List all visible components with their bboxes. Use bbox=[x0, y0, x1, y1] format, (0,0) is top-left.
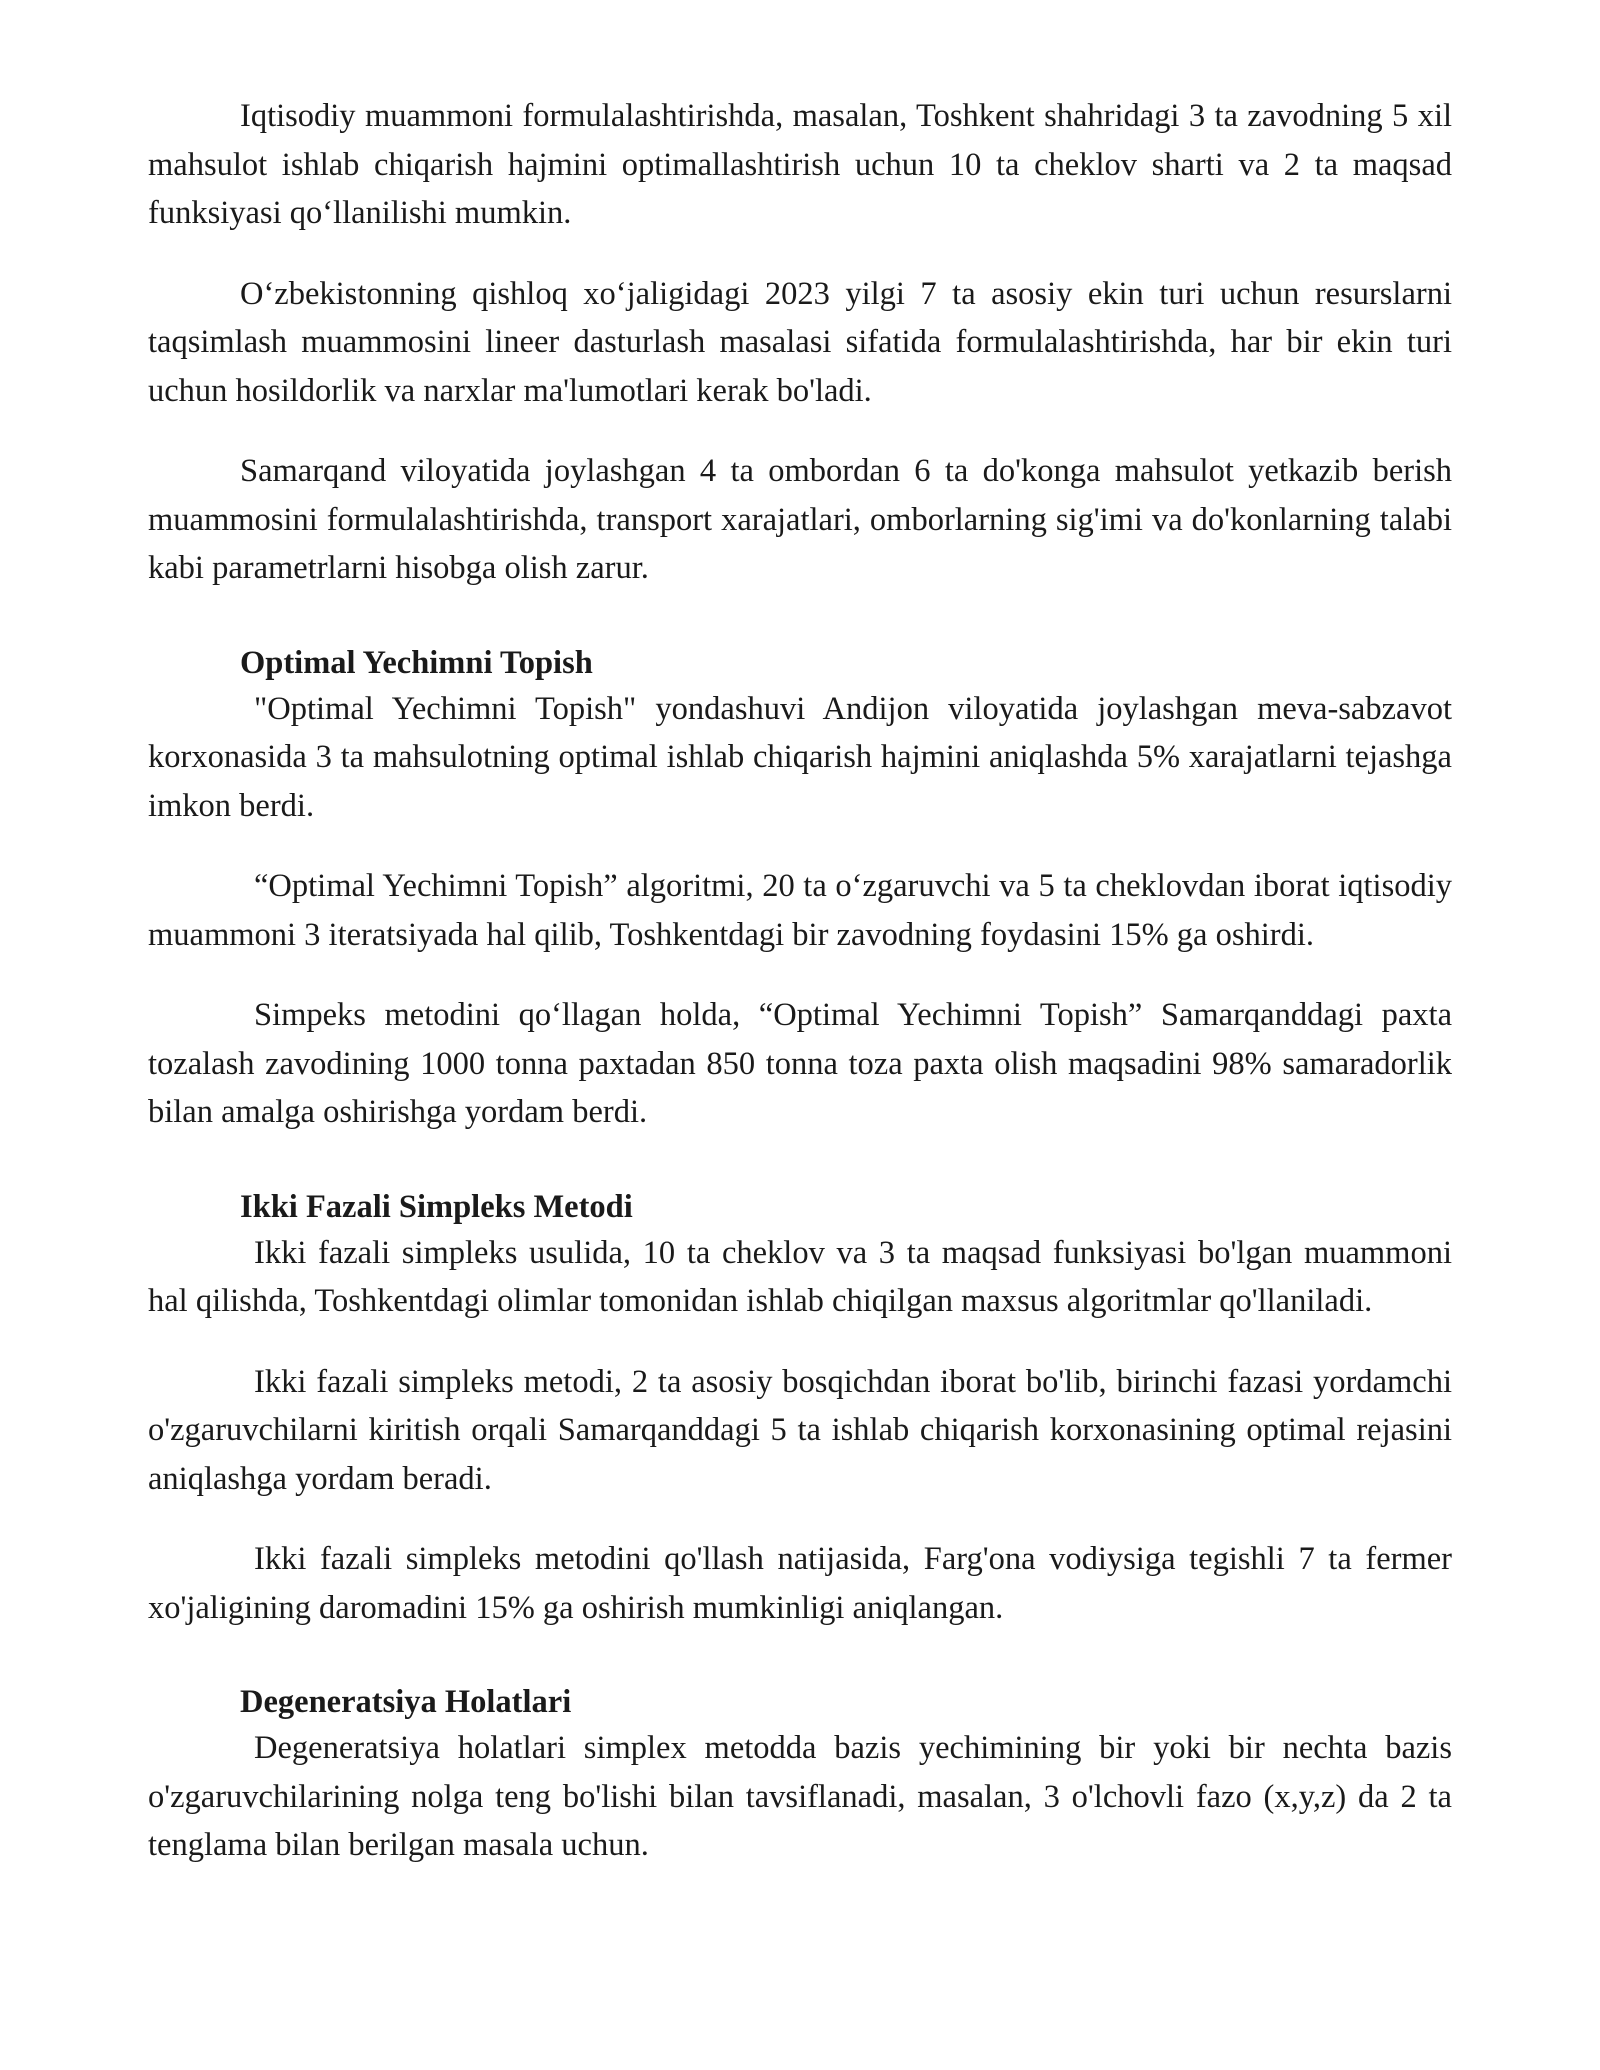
document-page bbox=[148, 92, 1452, 1870]
paragraph-optimal-2: “Optimal Yechimni Topish” algoritmi, 20 ta o‘zgaruvchi va 5 ta cheklovdan iborat iqtisodiy muammoni 3 iteratsiyada hal qilib, Toshkentdagi bir zavodning foydasini 15% ga oshirdi. bbox=[148, 868, 1452, 953]
paragraph-two-phase-1: Ikki fazali simpleks usulida, 10 ta cheklov va 3 ta maqsad funksiyasi bo'lgan muammoni hal qilishda, Toshkentdagi olimlar tomonidan ishlab chiqilgan maxsus algoritmlar qo'llaniladi. bbox=[148, 1234, 1452, 1319]
heading-two-phase-simplex: Ikki Fazali Simpleks Metodi bbox=[240, 1188, 633, 1225]
paragraph-two-phase-3: Ikki fazali simpleks metodini qo'llash natijasida, Farg'ona vodiysiga tegishli 7 ta fermer xo'jaligining daromadini 15% ga oshirish mumkinligi aniqlangan. bbox=[148, 1541, 1452, 1626]
paragraph-intro-3: Samarqand viloyatida joylashgan 4 ta ombordan 6 ta do'konga mahsulot yetkazib berish muammosini formulalashtirishda, transport xarajatlari, omborlarning sig'imi va do'konlarning talabi kabi parametrlarni hisobga olish zarur. bbox=[148, 453, 1452, 586]
heading-degeneracy: Degeneratsiya Holatlari bbox=[240, 1684, 572, 1720]
paragraph-two-phase-2: Ikki fazali simpleks metodi, 2 ta asosiy bosqichdan iborat bo'lib, birinchi fazasi yordamchi o'zgaruvchilarni kiritish orqali Samarqanddagi 5 ta ishlab chiqarish korxonasining optimal rejasini aniqlashga yordam beradi. bbox=[148, 1363, 1452, 1497]
paragraph-intro-2: O‘zbekistonning qishloq xo‘jaligidagi 2023 yilgi 7 ta asosiy ekin turi uchun resurslarni taqsimlash muammosini lineer dasturlash masalasi sifatida formulalashtirishda, har bir ekin turi uchun hosildorlik va narxlar ma'lumotlari kerak bo'ladi. bbox=[148, 275, 1452, 409]
paragraph-optimal-1: "Optimal Yechimni Topish" yondashuvi Andijon viloyatida joylashgan meva-sabzavot korxonasida 3 ta mahsulotning optimal ishlab chiqarish hajmini aniqlashda 5% xarajatlarni tejashga imkon berdi. bbox=[148, 690, 1452, 824]
paragraph-optimal-3: Simpeks metodini qo‘llagan holda, “Optimal Yechimni Topish” Samarqanddagi paxta tozalash zavodining 1000 tonna paxtadan 850 tonna toza paxta olish maqsadini 98% samaradorlik bilan amalga oshirishga yordam berdi. bbox=[148, 997, 1452, 1130]
heading-optimal-solution: Optimal Yechimni Topish bbox=[240, 644, 593, 681]
paragraph-degeneracy-1: Degeneratsiya holatlari simplex metodda bazis yechimining bir yoki bir nechta bazis o'zgaruvchilarining nolga teng bo'lishi bilan tavsiflanadi, masalan, 3 o'lchovli fazo (x,y,z) da 2 ta tenglama bilan berilgan masala uchun. bbox=[148, 1730, 1452, 1863]
paragraph-intro-1: Iqtisodiy muammoni formulalashtirishda, masalan, Toshkent shahridagi 3 ta zavodning 5 xil mahsulot ishlab chiqarish hajmini optimallashtirish uchun 10 ta cheklov sharti va 2 ta maqsad funksiyasi qo‘llanilishi mumkin. bbox=[148, 98, 1452, 231]
